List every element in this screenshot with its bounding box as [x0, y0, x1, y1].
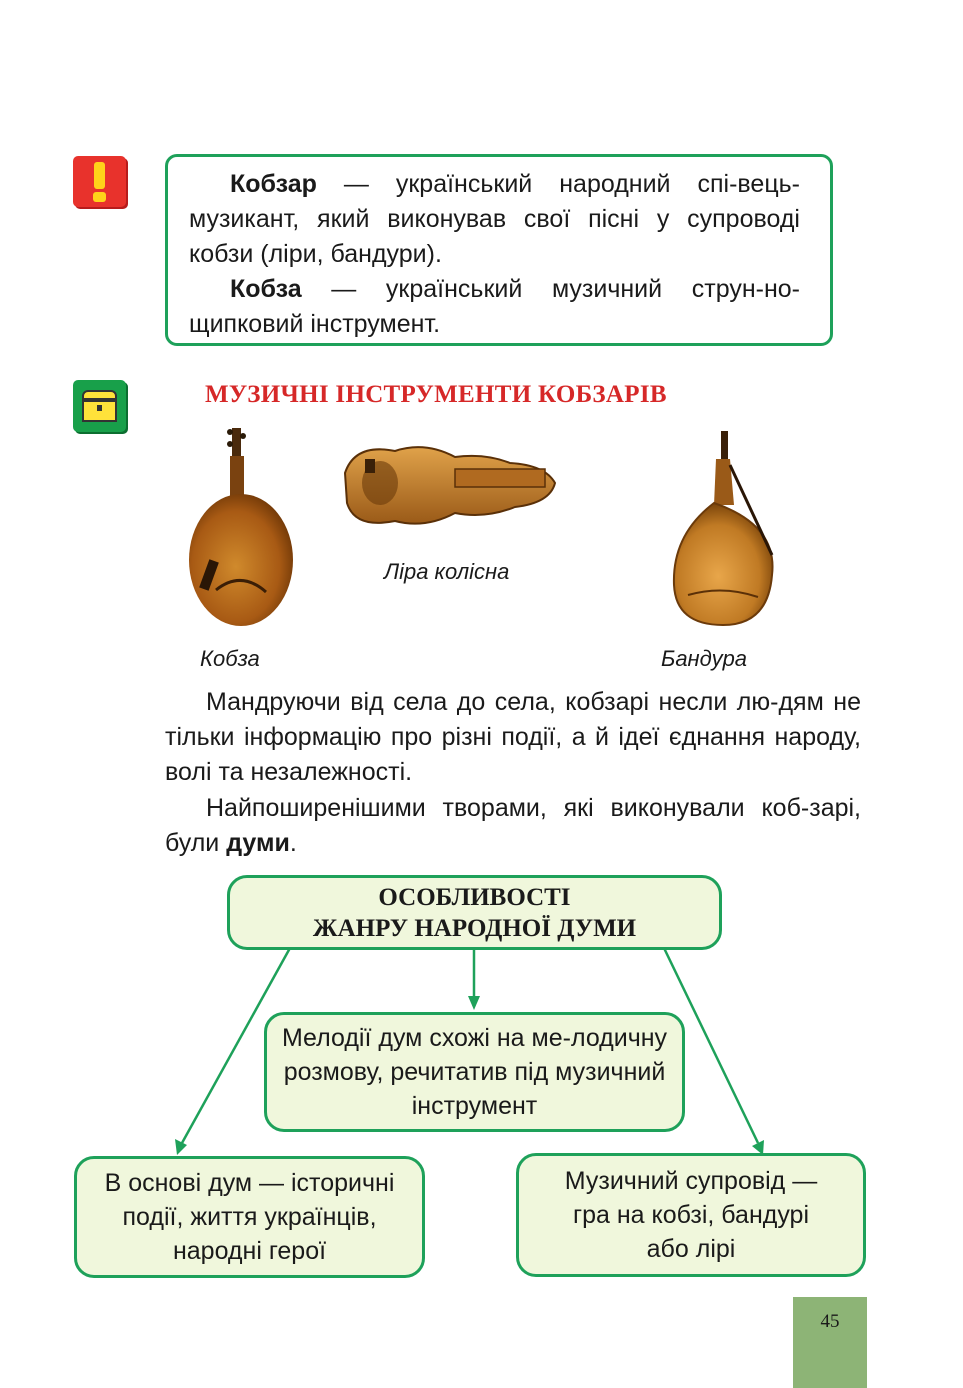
- page-number-tab: [793, 1297, 867, 1388]
- definition-kobza: Кобза — український музичний струн-но-щипковий інструмент.: [189, 275, 800, 338]
- diagram-left-node: [74, 1156, 425, 1278]
- diagram-title-node: [227, 875, 722, 950]
- body-paragraph-2: Найпоширенішими творами, які виконували коб-зарі, були думи.: [165, 794, 861, 857]
- caption-bandura: Бандура: [661, 646, 748, 671]
- definition-kobzar: Кобзар — український народний спі-вець-музикант, який виконував свої пісні у супроводі кобзи (ліри, бандури).: [189, 170, 800, 268]
- diagram-title-line-1: ОСОБЛИВОСТІ: [378, 883, 571, 911]
- diagram-center-text: Мелодії дум схожі на ме-лодичну розмову, речитатив під музичний інструмент: [281, 1024, 668, 1120]
- caption-lira: Ліра колісна: [384, 559, 510, 584]
- page-number: 45: [820, 1311, 840, 1332]
- diagram-right-text: Музичний супровід — гра на кобзі, бандурі або лірі: [564, 1167, 818, 1263]
- section-title: МУЗИЧНІ ІНСТРУМЕНТИ КОБЗАРІВ: [205, 381, 667, 408]
- diagram-title-line-2: ЖАНРУ НАРОДНОЇ ДУМИ: [312, 914, 637, 942]
- body-paragraph-1: Мандруючи від села до села, кобзарі несли лю-дям не тільки інформацію про різні події, а й ідеї єднання народу, волі та незалежності.: [165, 688, 861, 786]
- caption-kobza: Кобза: [200, 646, 260, 671]
- diagram-left-text: В основі дум — історичні події, життя українців, народні герої: [104, 1169, 395, 1265]
- diagram-center-node: [264, 1012, 685, 1132]
- diagram-right-node: [516, 1153, 866, 1277]
